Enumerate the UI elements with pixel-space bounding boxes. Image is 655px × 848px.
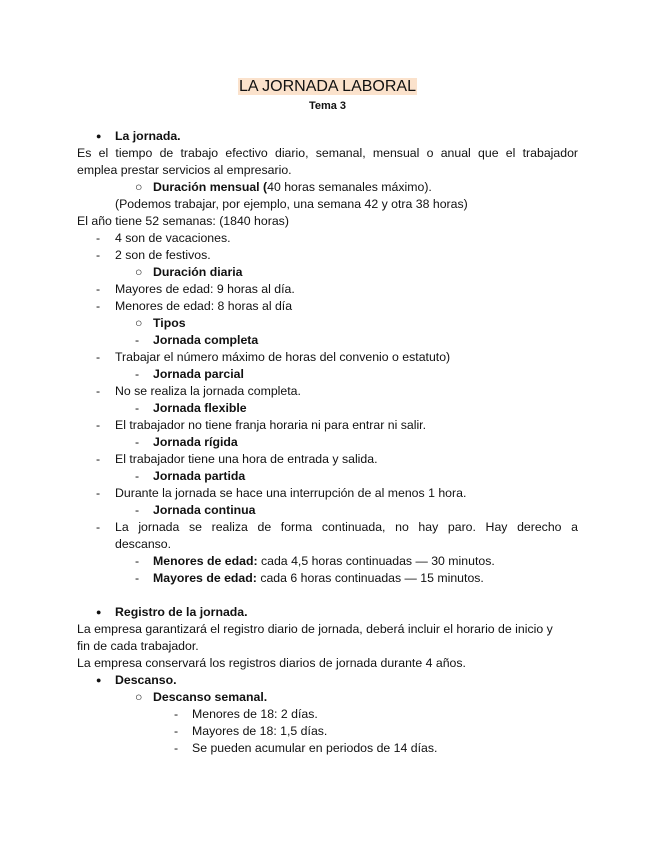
- menores-item: Menores de edad: 8 horas al día: [115, 299, 293, 313]
- flexible-heading: Jornada flexible: [153, 401, 247, 415]
- dash-bullet: -: [96, 231, 101, 245]
- registro-line-3: La empresa conservará los registros diarios de jornada durante 4 años.: [77, 656, 466, 670]
- mayores-item: Mayores de edad: 9 horas al día.: [115, 282, 295, 296]
- mensual-line: Duración mensual (40 horas semanales máximo).: [153, 180, 432, 194]
- completa-text: Trabajar el número máximo de horas del convenio o estatuto): [115, 350, 451, 364]
- dash-bullet: -: [135, 333, 140, 347]
- page-subtitle: Tema 3: [308, 100, 347, 112]
- dash-bullet: -: [96, 299, 101, 313]
- section-heading-jornada: La jornada.: [115, 129, 181, 143]
- disc-bullet: ●: [96, 607, 102, 617]
- descanso-item-3: Se pueden acumular en periodos de 14 días.: [192, 741, 438, 755]
- dash-bullet: -: [135, 554, 140, 568]
- disc-bullet: ●: [96, 675, 102, 685]
- mayores-descanso: Mayores de edad: cada 6 horas continuadas — 15 minutos.: [153, 571, 484, 585]
- completa-heading: Jornada completa: [153, 333, 259, 347]
- vacaciones-item: 4 son de vacaciones.: [115, 231, 231, 245]
- rigida-heading: Jornada rígida: [153, 435, 238, 449]
- disc-bullet: ●: [96, 131, 102, 141]
- dash-bullet: -: [96, 486, 101, 500]
- descanso-semanal-heading: Descanso semanal.: [153, 690, 268, 704]
- page-title: LA JORNADA LABORAL: [239, 78, 416, 95]
- diaria-heading: Duración diaria: [153, 265, 243, 279]
- dash-bullet: -: [96, 282, 101, 296]
- dash-bullet: -: [135, 571, 140, 585]
- registro-line-2: fin de cada trabajador.: [77, 639, 199, 653]
- menores-descanso: Menores de edad: cada 4,5 horas continuadas — 30 minutos.: [153, 554, 495, 568]
- dash-bullet: -: [135, 469, 140, 483]
- section-heading-registro: Registro de la jornada.: [115, 605, 248, 619]
- circle-bullet: ○: [135, 180, 143, 194]
- dash-bullet: -: [135, 401, 140, 415]
- definition-line-2: emplea prestar servicios al empresario.: [77, 163, 292, 177]
- dash-bullet: -: [96, 384, 101, 398]
- dash-bullet: -: [174, 724, 179, 738]
- circle-bullet: ○: [135, 690, 143, 704]
- continua-heading: Jornada continua: [153, 503, 256, 517]
- descanso-item-2: Mayores de 18: 1,5 días.: [192, 724, 328, 738]
- festivos-item: 2 son de festivos.: [115, 248, 211, 262]
- section-heading-descanso: Descanso.: [115, 673, 177, 687]
- mensual-note: (Podemos trabajar, por ejemplo, una semana 42 y otra 38 horas): [115, 197, 468, 211]
- flexible-text: El trabajador no tiene franja horaria ni para entrar ni salir.: [115, 418, 427, 432]
- rigida-text: El trabajador tiene una hora de entrada y salida.: [115, 452, 378, 466]
- dash-bullet: -: [135, 435, 140, 449]
- dash-bullet: -: [96, 350, 101, 364]
- definition-line-1: Es el tiempo de trabajo efectivo diario, semanal, mensual o anual que el trabajador: [77, 146, 578, 160]
- continua-text-2: descanso.: [115, 537, 172, 551]
- dash-bullet: -: [96, 418, 101, 432]
- parcial-text: No se realiza la jornada completa.: [115, 384, 301, 398]
- circle-bullet: ○: [135, 265, 143, 279]
- dash-bullet: -: [135, 367, 140, 381]
- circle-bullet: ○: [135, 316, 143, 330]
- continua-text-1: La jornada se realiza de forma continuada, no hay paro. Hay derecho a: [115, 520, 578, 534]
- registro-line-1: La empresa garantizará el registro diario de jornada, deberá incluir el horario de inicio y: [77, 622, 553, 636]
- dash-bullet: -: [96, 248, 101, 262]
- dash-bullet: -: [96, 520, 101, 534]
- dash-bullet: -: [174, 707, 179, 721]
- dash-bullet: -: [135, 503, 140, 517]
- partida-heading: Jornada partida: [153, 469, 246, 483]
- descanso-item-1: Menores de 18: 2 días.: [192, 707, 318, 721]
- anio-line: El año tiene 52 semanas: (1840 horas): [77, 214, 289, 228]
- partida-text: Durante la jornada se hace una interrupción de al menos 1 hora.: [115, 486, 467, 500]
- tipos-heading: Tipos: [153, 316, 186, 330]
- parcial-heading: Jornada parcial: [153, 367, 244, 381]
- dash-bullet: -: [174, 741, 179, 755]
- dash-bullet: -: [96, 452, 101, 466]
